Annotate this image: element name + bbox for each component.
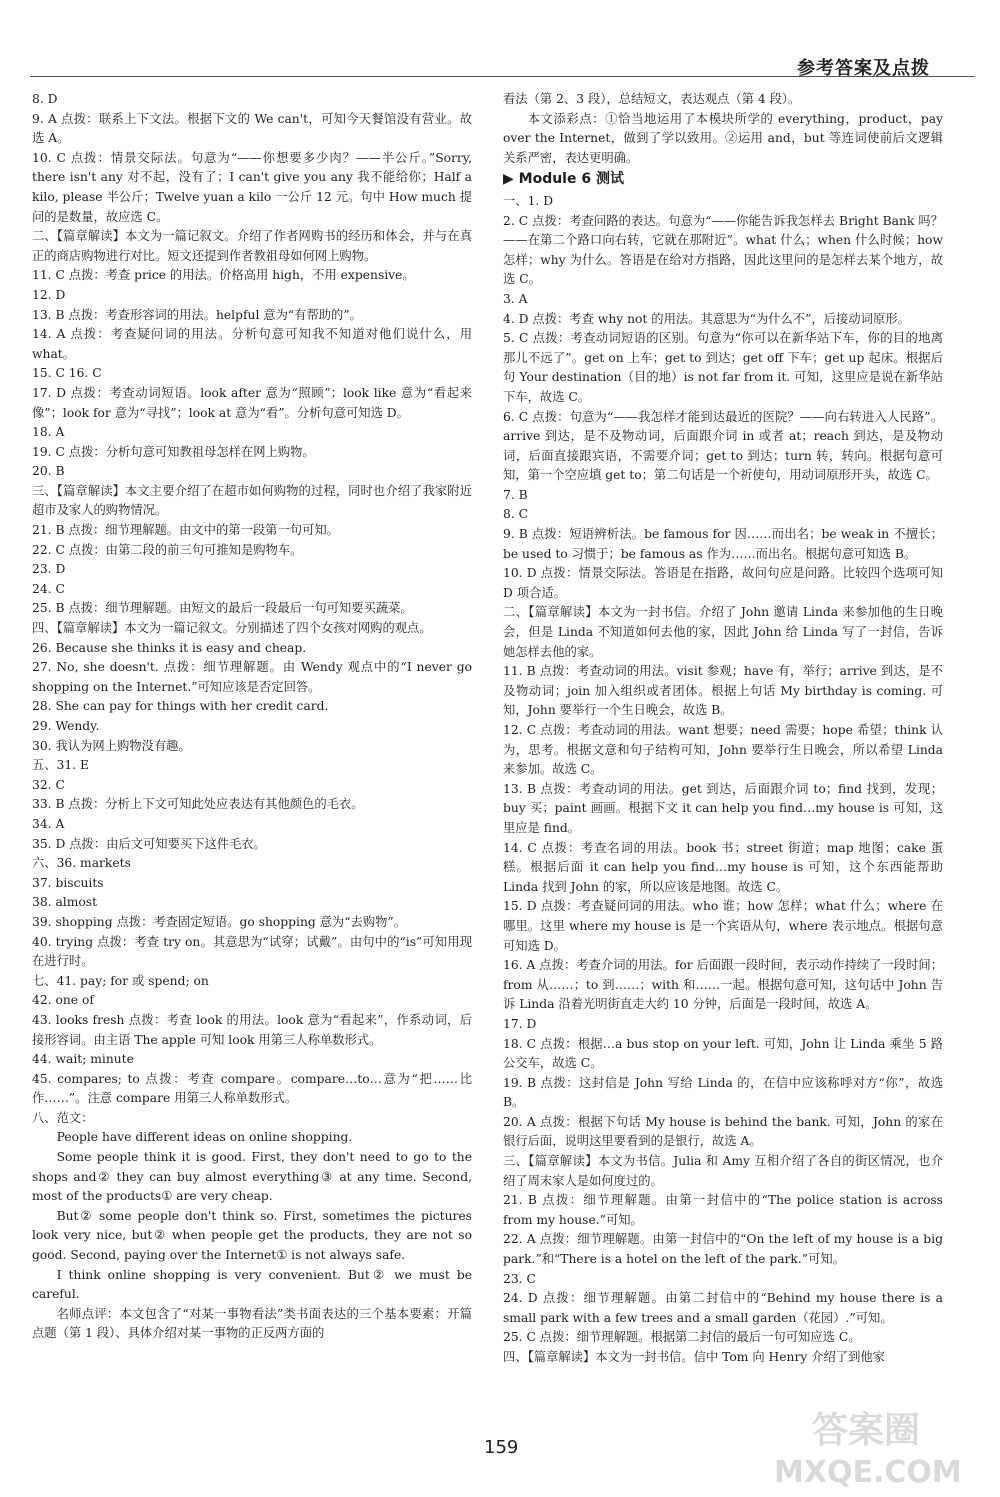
answer-paragraph: 6. C 点拨：句意为“——我怎样才能到达最近的医院？——向右转进入人民路”。arrive 到达，是不及物动词，后面跟介词 in 或者 at；reach 到达，是及物动词，后面直接跟宾语，不需要介词；get to 到达；turn 转，转向。根据句意可知，第一个空应填 get to；第二句话是一个祈使句，用动词原形开头，故选 C。 [503,409,943,483]
answer-paragraph: 8. D [32,92,58,106]
answer-paragraph: 39. shopping 点拨：考查固定短语。go shopping 意为“去购物”。 [32,914,406,929]
answer-paragraph: 20. A 点拨：根据下句话 My house is behind the bank. 可知，John 的家在银行后面，说明这里要看到的是银行，故选 A。 [503,1114,943,1149]
module-heading: ▶ Module 6 测试 [503,171,624,188]
answer-paragraph: 45. compares; to 点拨：考查 compare。compare…to…意为“把……比作……”。注意 compare 用第三人称单数形式。 [32,1071,472,1106]
answer-paragraph: 26. Because she thinks it is easy and cheap. [32,640,307,655]
answer-paragraph: But② some people don't think so. First, sometimes the pictures look very nice, but② when people get the products, they are not so good. Second, paying over the Internet① is not always safe. [32,1208,472,1263]
answer-paragraph: 37. biscuits [32,875,104,890]
page-header [30,52,975,78]
answer-paragraph: 8. C [503,507,529,522]
answer-paragraph: 11. C 点拨：考查 price 的用法。价格高用 high，不用 expensive。 [32,268,415,283]
answer-paragraph: 25. C 点拨：细节理解题。根据第二封信的最后一句可知应选 C。 [503,1330,861,1345]
answer-paragraph: 43. looks fresh 点拨：考查 look 的用法。look 意为“看起来”，作系动词，后接形容词。由主语 The apple 可知 look 用第三人称单数形式。 [32,1012,472,1047]
answer-paragraph: People have different ideas on online shopping. [56,1130,353,1145]
answer-paragraph: 12. D [32,287,66,302]
answer-paragraph: 一、1. D [503,193,554,208]
left-column [32,90,472,1430]
answer-paragraph: 4. D 点拨：考查 why not 的用法。其意思为“为什么不”，后接动词原形。 [503,311,910,326]
answer-paragraph: 看法（第 2、3 段），总结短文，表达观点（第 4 段）。 [503,92,801,106]
answer-paragraph: 42. one of [32,993,94,1008]
answer-paragraph: 15. C 16. C [32,366,102,381]
answer-paragraph: 44. wait; minute [32,1052,134,1067]
page-number: 159 [484,1437,519,1458]
answer-paragraph: 11. B 点拨：考查动词的用法。visit 参观；have 有，举行；arrive 到达，是不及物动词；join 加入组织或者团体。根据上句话 My birthday is coming. 可知，John 要举行一个生日晚会，故选 B。 [503,664,943,718]
answer-paragraph: 14. C 点拨：考查名词的用法。book 书；street 街道；map 地图；cake 蛋糕。根据后面 it can help you find…my house is 可知，这个东西能帮助 Linda 找到 John 的家，所以应该是地图。故选 C。 [503,840,943,894]
answer-paragraph: 本文添彩点：①恰当地运用了本模块所学的 everything，product，pay over the Internet，做到了学以致用。②运用 and，but 等连词使前后文逻辑关系严密，表达更明确。 [503,111,943,165]
answer-paragraph: 四、【篇章解读】本文为一篇记叙文。分别描述了四个女孩对网购的观点。 [32,621,432,636]
answer-paragraph: 27. No, she doesn't. 点拨：细节理解题。由 Wendy 观点中的“I never go shopping on the Internet.”可知应该是否定回答。 [32,660,472,694]
answer-paragraph: 21. B 点拨：细节理解题。由文中的第一段第一句可知。 [32,523,339,538]
answer-paragraph: 四、【篇章解读】本文为一封书信。信中 Tom 向 Henry 介绍了到他家 [503,1350,885,1364]
answer-paragraph: 13. B 点拨：考查形容词的用法。helpful 意为“有帮助的”。 [32,307,362,322]
answer-paragraph: 12. C 点拨：考查动词的用法。want 想要；need 需要；hope 希望；think 认为，思考。根据文意和句子结构可知，John 要举行生日晚会，所以希望 Linda 来参加。故选 C。 [503,723,943,777]
answer-paragraph: 名师点评：本文包含了“对某一事物看法”类书面表达的三个基本要素：开篇点题（第 1 段）、具体介绍对某一事物的正反两方面的 [32,1306,472,1341]
answer-paragraph: 9. A 点拨：联系上下文法。根据下文的 We can't，可知今天餐馆没有营业。故选 A。 [32,111,472,146]
answer-paragraph: 七、41. pay; for 或 spend; on [32,973,209,988]
answer-paragraph: 20. B [32,464,65,479]
answer-paragraph: 18. A [32,425,65,440]
answer-paragraph: 19. B 点拨：这封信是 John 写给 Linda 的，在信中应该称呼对方“你”，故选 B。 [503,1075,943,1110]
answer-paragraph: 3. A [503,291,528,306]
answer-paragraph: 10. C 点拨：情景交际法。句意为“——你想要多少肉？——半公斤。”Sorry, there isn't any 对不起，没有了；I can't give you any 我不能给你；Half a kilo, please 半公斤；Twelve yuan a kilo 一公斤 12 元。句中 How much 提问的是数量，故应选 C。 [32,150,472,224]
answer-paragraph: 15. D 点拨：考查疑问词的用法。who 谁；how 怎样；what 什么；where 在哪里。这里 where my house is 是一个宾语从句，where 表示地点。根据句意可知选 D。 [503,899,943,953]
answer-paragraph: 14. A 点拨：考查疑问词的用法。分析句意可知我不知道对他们说什么，用 what。 [32,327,472,361]
answer-paragraph: 二、【篇章解读】本文为一封书信。介绍了 John 邀请 Linda 来参加他的生日晚会，但是 Linda 不知道如何去他的家，因此 John 给 Linda 写了一封信，告诉她怎样去他的家。 [503,605,943,659]
watermark-text: MXQE.COM [774,1455,962,1490]
answer-paragraph: 13. B 点拨：考查动词的用法。get 到达，后面跟介词 to；find 找到，发现；buy 买；paint 画画。根据下文 it can help you find…my house is 可知，这里应是 find。 [503,781,943,835]
answer-paragraph: 22. A 点拨：细节理解题。由第一封信中的“On the left of my house is a big park.”和“There is a hotel on the left of the park.”可知。 [503,1232,943,1267]
answer-paragraph: 2. C 点拨：考查问路的表达。句意为“——你能告诉我怎样去 Bright Bank 吗？——在第二个路口向右转，它就在那附近”。what 什么；when 什么时候；how 怎样；why 为什么。答语是在给对方指路，因此这里问的是怎样去某个地方，故选 C。 [503,213,943,287]
answer-paragraph: 34. A [32,816,65,831]
answer-paragraph: 17. D [503,1016,537,1031]
right-column [503,90,943,1430]
answer-paragraph: 19. C 点拨：分析句意可知教祖母怎样在网上购物。 [32,444,315,459]
answer-paragraph: 24. D 点拨：细节理解题。由第二封信中的“Behind my house there is a small park with a few trees and a small garden（花园）.”可知。 [503,1291,943,1325]
answer-paragraph: Some people think it is good. First, they don't need to go to the shops and② they can buy almost everything③ at any time. Second, most of the products① are very cheap. [32,1150,472,1204]
answer-paragraph: 24. C [32,581,65,596]
answer-paragraph: 23. C [503,1271,536,1286]
answer-paragraph: 二、【篇章解读】本文为一篇记叙文。介绍了作者网购书的经历和体会，并与在真正的商店购物进行对比。短文还提到作者教祖母如何网上购物。 [32,229,472,263]
answer-paragraph: 30. 我认为网上购物没有趣。 [32,738,191,753]
answer-paragraph: 32. C [32,777,65,792]
answer-paragraph: 35. D 点拨：由后文可知要买下这件毛衣。 [32,836,266,851]
answer-paragraph: 38. almost [32,895,98,910]
answer-paragraph: 5. C 点拨：考查动词短语的区别。句意为“你可以在新华站下车，你的目的地离那儿不远了”。get on 上车；get to 到达；get off 下车；get up 起床。根据后句 Your destination（目的地）is not far from it. 可知，这里应是说在新华站下车，故选 C。 [503,331,943,404]
answer-paragraph: 八、范文： [32,1110,94,1125]
answer-paragraph: 三、【篇章解读】本文主要介绍了在超市如何购物的过程，同时也介绍了我家附近超市及家人的购物情况。 [32,483,472,518]
answer-paragraph: 21. B 点拨：细节理解题。由第一封信中的“The police station is across from my house.”可知。 [503,1193,943,1227]
answer-paragraph: 三、【篇章解读】本文为书信。Julia 和 Amy 互相介绍了各自的街区情况，也介绍了周末家人是如何度过的。 [503,1154,943,1188]
answer-paragraph: 18. C 点拨：根据…a bus stop on your left. 可知，John 让 Linda 乘坐 5 路公交车，故选 C。 [503,1036,943,1071]
watermark-logo [752,1400,992,1490]
answer-paragraph: 22. C 点拨：由第二段的前三句可推知是购物车。 [32,542,303,557]
answer-paragraph: 33. B 点拨：分析上下文可知此处应表达有其他颜色的毛衣。 [32,797,364,812]
answer-paragraph: 25. B 点拨：细节理解题。由短文的最后一段最后一句可知要买蔬菜。 [32,601,413,616]
answer-paragraph: 16. A 点拨：考查介词的用法。for 后面跟一段时间，表示动作持续了一段时间；from 从……；to 到……；with 和……一起。根据句意可知，这句话中 John 告诉 Linda 沿着光明街直走大约 10 分钟，后面是一段时间，故选 A。 [503,958,943,1012]
header-title: 参考答案及点拨 [797,58,930,79]
answer-paragraph: 7. B [503,487,528,502]
answer-paragraph: 23. D [32,562,66,577]
answer-paragraph: 10. D 点拨：情景交际法。答语是在指路，故问句应是问路。比较四个选项可知 D 项合适。 [503,566,943,600]
answer-paragraph: I think online shopping is very convenient. But② we must be careful. [32,1267,472,1302]
answer-paragraph: 9. B 点拨：短语辨析法。be famous for 因……而出名；be weak in 不擅长；be used to 习惯于；be famous as 作为……而出名。根据句意可知选 B。 [503,527,943,561]
header-rule [30,76,975,77]
answer-paragraph: 40. trying 点拨：考查 try on。其意思为“试穿；试戴”。由句中的“is”可知用现在进行时。 [32,934,472,969]
answer-paragraph: 28. She can pay for things with her credit card. [32,699,329,714]
answer-paragraph: 29. Wendy. [32,719,100,733]
answer-paragraph: 六、36. markets [32,856,131,871]
answer-paragraph: 17. D 点拨：考查动词短语。look after 意为“照顾”；look like 意为“看起来像”；look for 意为“寻找”；look at 意为“看”。分析句意可知选 D。 [32,385,472,420]
watermark-seal: 答案圈 [812,1410,921,1451]
answer-paragraph: 五、31. E [32,758,90,773]
